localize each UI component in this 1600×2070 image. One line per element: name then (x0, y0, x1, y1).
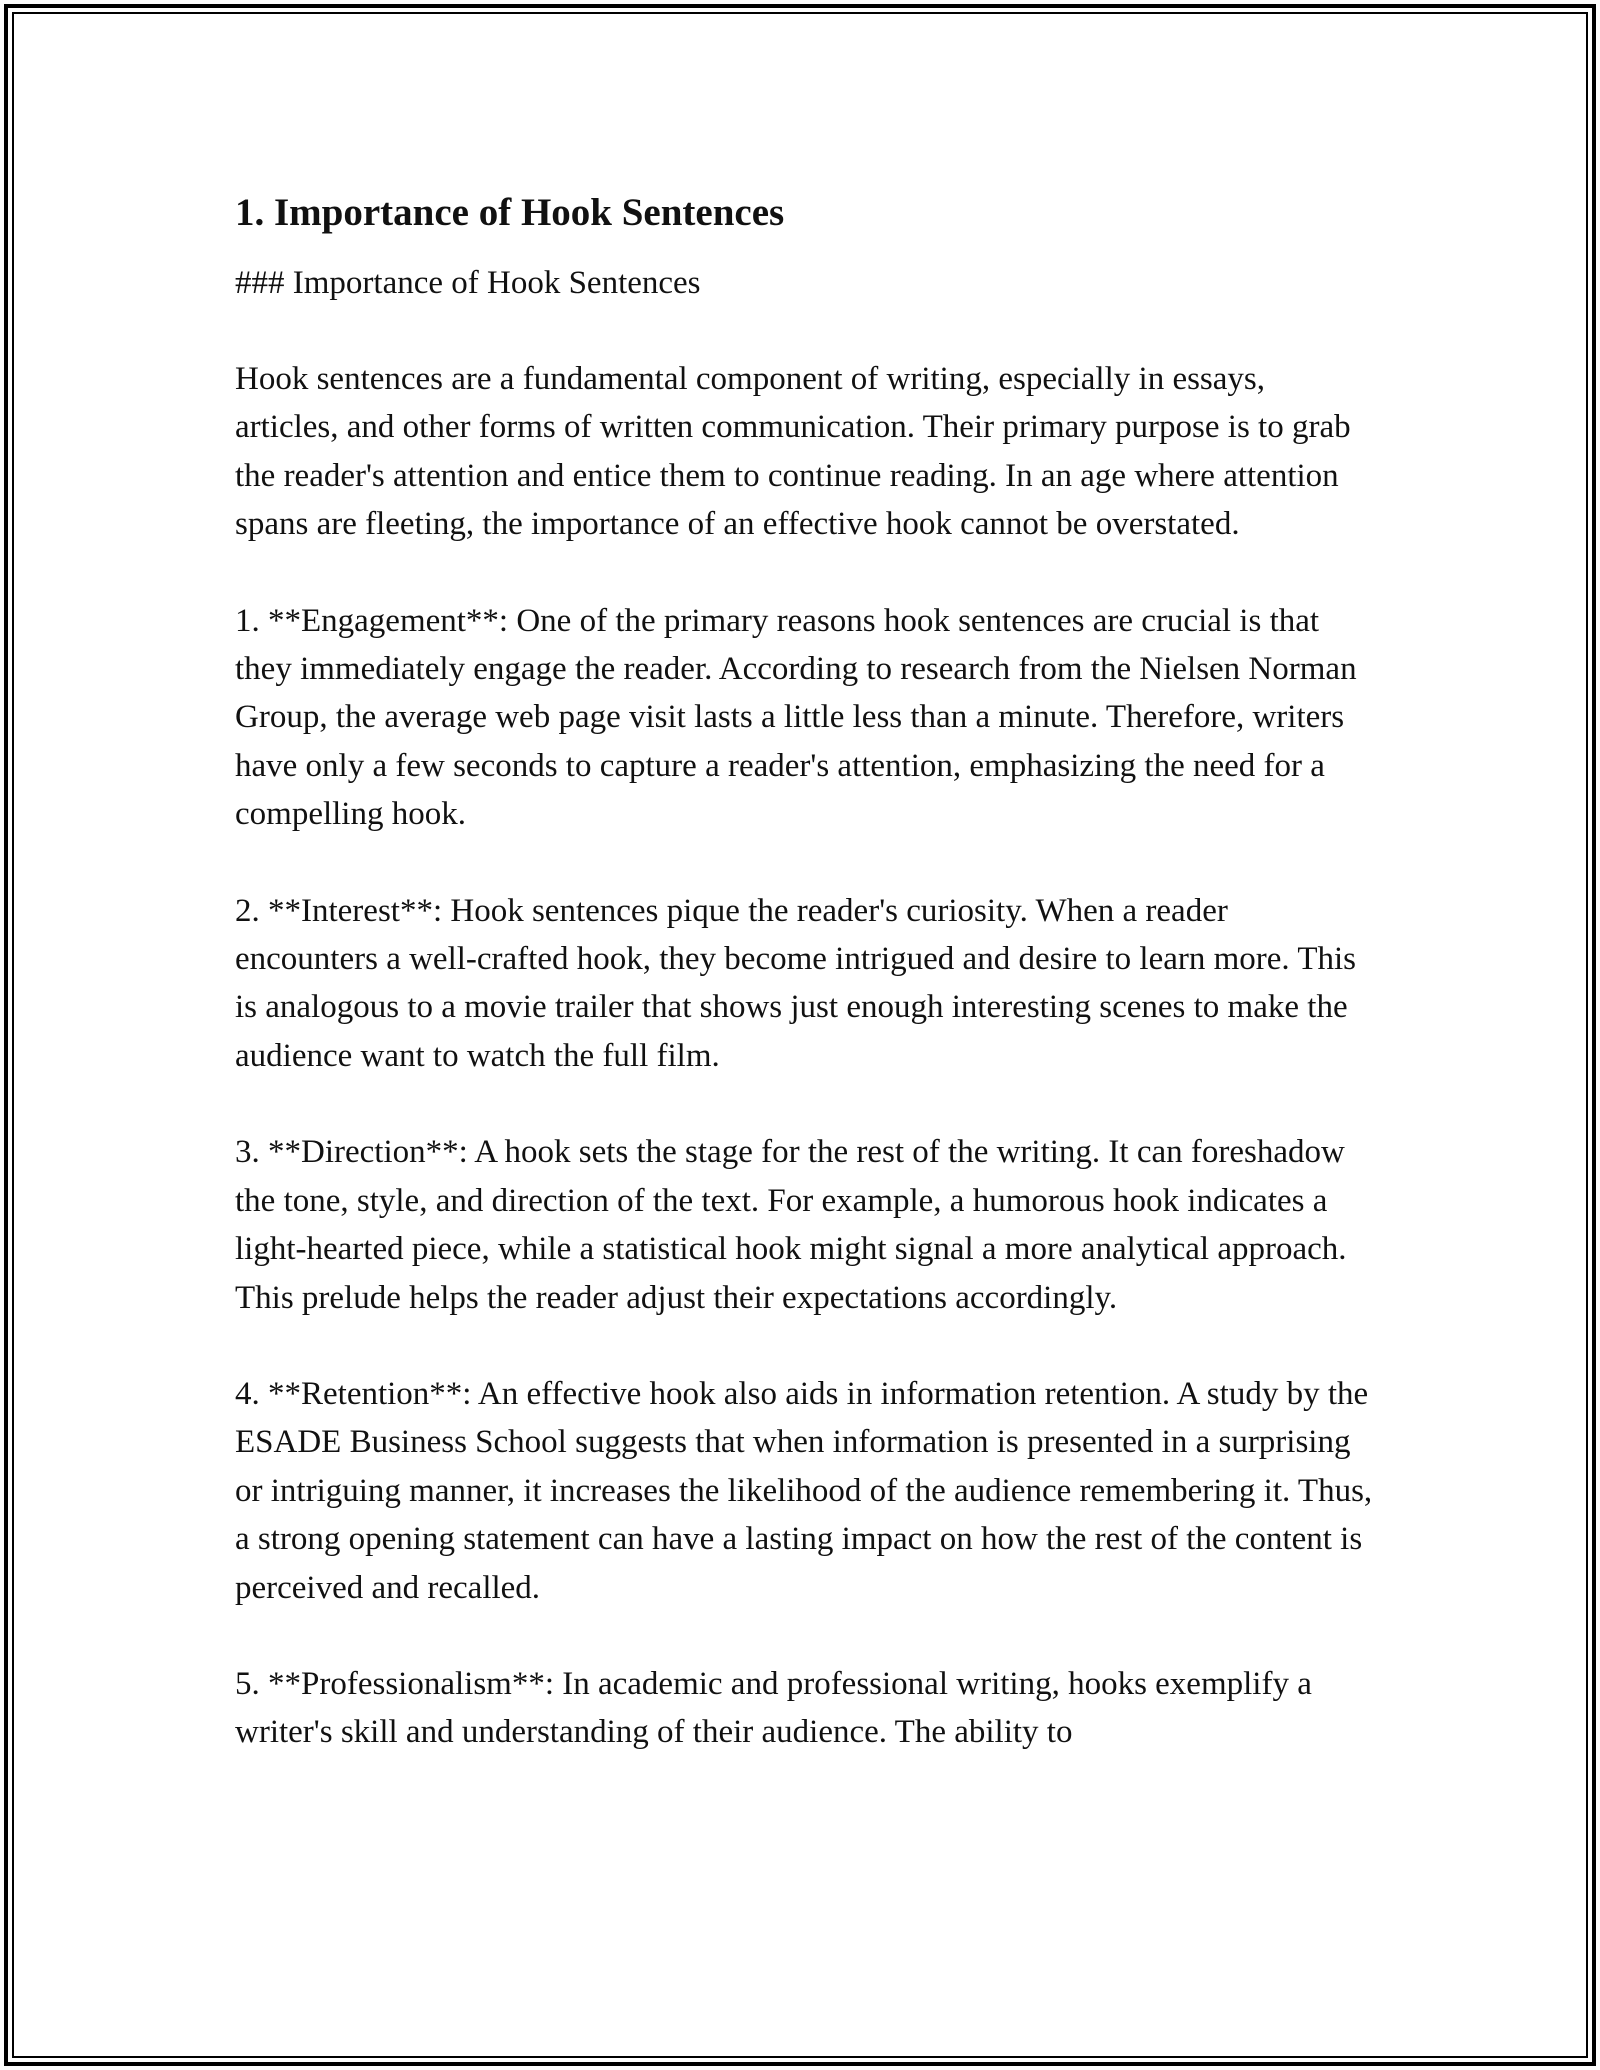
engagement-paragraph: 1. **Engagement**: One of the primary reasons hook sentences are crucial is that they immediately engage the reader. According to research from the Nielsen Norman Group, the average web page visit lasts a little less than a minute. Therefore, writers have only a few seconds to capture a reader's attention, emphasizing the need for a compelling hook. (235, 602, 1357, 833)
retention-paragraph: 4. **Retention**: An effective hook also aids in information retention. A study by the ESADE Business School suggests that when information is presented in a surprising or intriguing manner, it increases the likelihood of the audience remembering it. Thus, a strong opening statement can have a lasting impact on how the rest of the content is perceived and recalled. (235, 1375, 1373, 1606)
interest-paragraph: 2. **Interest**: Hook sentences pique the reader's curiosity. When a reader encounters a well-crafted hook, they become intrigued and desire to learn more. This is analogous to a movie trailer that shows just enough interesting scenes to make the audience want to watch the full film. (235, 892, 1356, 1074)
direction-paragraph: 3. **Direction**: A hook sets the stage for the rest of the writing. It can foreshadow the tone, style, and direction of the text. For example, a humorous hook indicates a light-hearted piece, while a statistical hook might signal a more analytical approach. This prelude helps the reader adjust their expectations accordingly. (235, 1134, 1347, 1316)
document-body (235, 185, 1375, 1757)
professionalism-paragraph: 5. **Professionalism**: In academic and professional writing, hooks exemplify a writer's skill and understanding of their audience. The ability to (235, 1665, 1312, 1751)
section-subheading: ### Importance of Hook Sentences (235, 265, 701, 301)
intro-paragraph: Hook sentences are a fundamental component of writing, especially in essays, articles, and other forms of written communication. Their primary purpose is to grab the reader's attention and entice them to continue reading. In an age where attention spans are fleeting, the importance of an effective hook cannot be overstated. (235, 361, 1351, 543)
document-title: 1. Importance of Hook Sentences (235, 191, 785, 234)
